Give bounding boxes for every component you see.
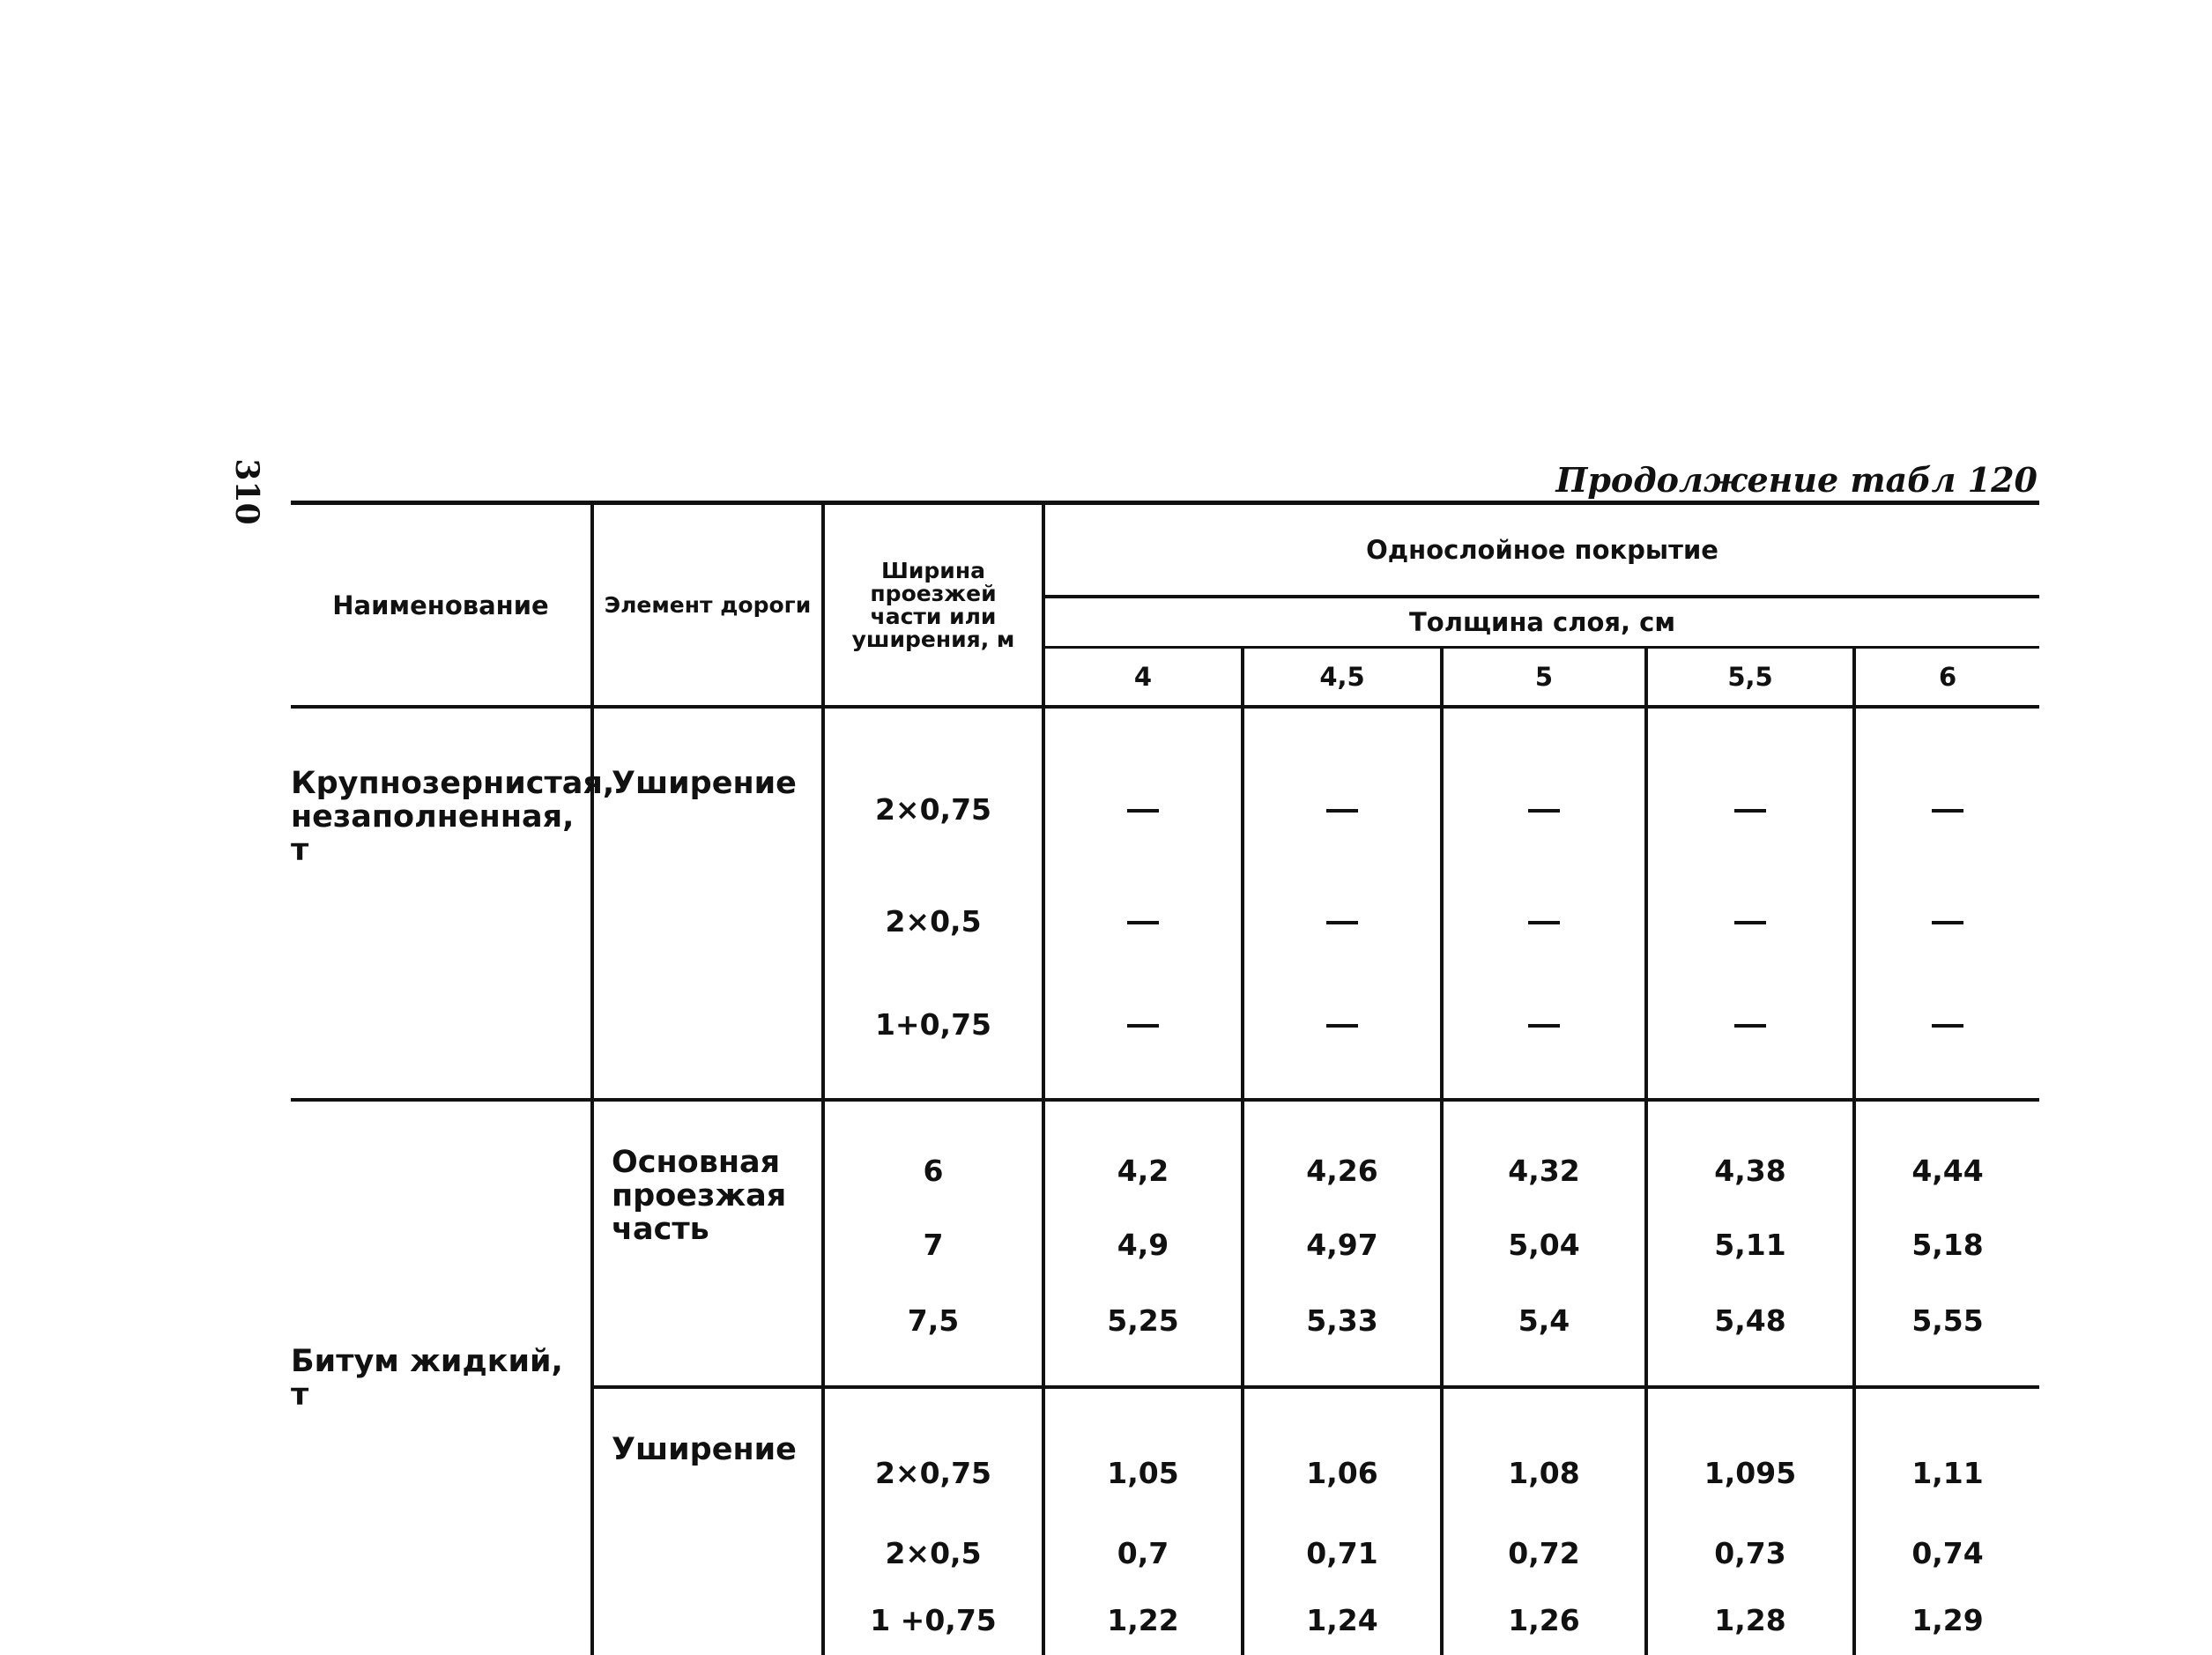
width-cell: 1+0,75 [823, 968, 1043, 1100]
table-row [291, 1100, 2039, 1213]
value-cell: 5,33 [1243, 1276, 1442, 1387]
width-cell: 2×0,5 [823, 874, 1043, 968]
value-cell: 4,26 [1243, 1100, 1442, 1213]
dash-cell [1043, 874, 1243, 968]
value-cell: 5,4 [1442, 1276, 1646, 1387]
value-cell: 0,7 [1043, 1521, 1243, 1584]
value-cell: 0,74 [1911, 1535, 1984, 1570]
value-cell: 5,25 [1043, 1276, 1243, 1387]
value-cell: 1,28 [1646, 1584, 1854, 1655]
materials-table [291, 501, 2039, 1655]
dash-cell [1442, 874, 1646, 968]
header-width: Ширина проезжей части или уширения, м [823, 503, 1043, 708]
thickness-col-2: 4,5 [1243, 648, 1442, 708]
value-cell: 4,9 [1043, 1213, 1243, 1276]
value-cell: 1,22 [1043, 1584, 1243, 1655]
width-cell: 7,5 [823, 1276, 1043, 1387]
dash-cell [1854, 707, 2039, 874]
value-cell: 4,32 [1442, 1100, 1646, 1213]
width-cell: 6 [823, 1100, 1043, 1213]
dash-cell [1646, 968, 1854, 1100]
value-cell: 0,73 [1646, 1521, 1854, 1584]
page-number: 310 [228, 458, 265, 525]
width-cell: 2×0,75 [823, 707, 1043, 874]
value-cell: 1,29 [1911, 1602, 1984, 1637]
value-cell: 1,11 [1854, 1387, 2039, 1521]
thickness-col-5: 6 [1854, 648, 2039, 708]
value-cell: 1,095 [1646, 1387, 1854, 1521]
dash-cell [1646, 874, 1854, 968]
value-cell: 1,24 [1243, 1584, 1442, 1655]
value-cell: 1,26 [1442, 1584, 1646, 1655]
header-coating: Однослойное покрытие [1043, 503, 2039, 597]
road-element: Уширение [592, 1387, 823, 1655]
value-cell: 0,72 [1442, 1521, 1646, 1584]
dash-cell [1043, 968, 1243, 1100]
dash-cell [1243, 874, 1442, 968]
thickness-col-4: 5,5 [1646, 648, 1854, 708]
header-name: Наименование [291, 503, 592, 708]
width-cell: 2×0,5 [823, 1521, 1043, 1584]
value-cell: 1,06 [1243, 1387, 1442, 1521]
dash-cell [1243, 707, 1442, 874]
value-cell: 1,08 [1442, 1387, 1646, 1521]
header-element: Элемент дороги [592, 503, 823, 708]
value-cell: 4,38 [1646, 1100, 1854, 1213]
thickness-col-1: 4 [1043, 648, 1243, 708]
thickness-col-3: 5 [1442, 648, 1646, 708]
dash-cell [1646, 707, 1854, 874]
value-cell: 1,05 [1043, 1387, 1243, 1521]
material-name-bitumen: Битум жидкий, т [291, 1100, 592, 1655]
header-thickness: Толщина слоя, см [1043, 597, 2039, 648]
value-cell: 4,2 [1043, 1100, 1243, 1213]
dash-cell [1043, 707, 1243, 874]
table-row [291, 707, 2039, 874]
material-name-coarse: Крупнозернистая, незаполненная, т [291, 707, 592, 1100]
dash-cell [1442, 707, 1646, 874]
road-element: Основная проезжая часть [592, 1100, 823, 1387]
table-continuation-caption: Продолжение табл 120 [1555, 460, 2038, 500]
value-cell: 4,44 [1911, 1153, 1984, 1188]
header-row-1 [291, 503, 2039, 597]
value-cell: 5,04 [1442, 1213, 1646, 1276]
dash-cell [1243, 968, 1442, 1100]
value-cell: 5,11 [1646, 1213, 1854, 1276]
value-cell: 5,18 [1911, 1227, 1984, 1262]
width-cell: 1 +0,75 [823, 1584, 1043, 1655]
value-cell: 5,48 [1646, 1276, 1854, 1387]
value-cell: 0,71 [1243, 1521, 1442, 1584]
road-element: Уширение [592, 707, 823, 1100]
dash-cell [1854, 874, 2039, 968]
dash-cell [1854, 968, 2039, 1100]
dash-cell [1442, 968, 1646, 1100]
width-cell: 2×0,75 [823, 1387, 1043, 1521]
value-cell: 4,97 [1243, 1213, 1442, 1276]
width-cell: 7 [823, 1213, 1043, 1276]
value-cell: 5,55 [1911, 1302, 1984, 1338]
